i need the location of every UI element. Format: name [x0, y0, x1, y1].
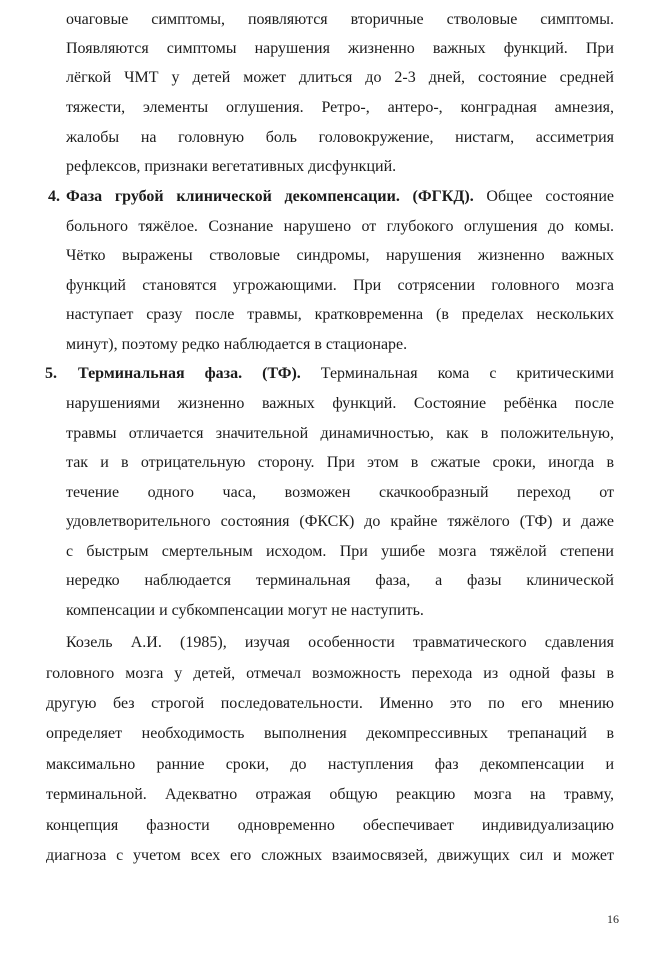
text-line: лёгкой ЧМТ у детей может длиться до 2-3 дней, состояние средней — [66, 69, 614, 86]
text-line: рефлексов, признаки вегетативных дисфункций. — [66, 158, 397, 175]
text-line: очаговые симптомы, появляются вторичные стволовые симптомы. — [66, 11, 614, 28]
text-line: компенсации и субкомпенсации могут не наступить. — [66, 602, 424, 619]
item-first-line-text: Общее состояние — [473, 188, 614, 205]
text-line: диагноза с учетом всех его сложных взаимосвязей, движущих сил и может — [46, 847, 614, 864]
list-number: 4. — [48, 188, 60, 205]
page-number: 16 — [607, 912, 619, 926]
text-line: течение одного часа, возможен скачкообразный переход от — [66, 484, 614, 501]
text-line: Появляются симптомы нарушения жизненно важных функций. При — [66, 40, 614, 57]
text-line: жалобы на головную боль головокружение, нистагм, ассиметрия — [66, 129, 614, 146]
text-line: минут), поэтому редко наблюдается в стационаре. — [66, 336, 408, 353]
text-line: концепция фазности одновременно обеспечивает индивидуализацию — [46, 817, 614, 834]
text-line: с быстрым смертельным исходом. При ушибе мозга тяжёлой степени — [66, 543, 614, 560]
text-line: максимально ранние сроки, до наступления фаз декомпенсации и — [46, 756, 614, 773]
text-line: травмы отличается значительной динамичностью, как в положительную, — [66, 425, 614, 442]
text-line: другую без строгой последовательности. Именно это по его мнению — [46, 695, 614, 712]
text-line: определяет необходимость выполнения декомпрессивных трепанаций в — [46, 725, 614, 742]
item-heading-line — [78, 364, 614, 384]
text-line: удовлетворительного состояния (ФКСК) до крайне тяжёлого (ТФ) и даже — [66, 513, 614, 530]
item-heading: Фаза грубой клинической декомпенсации. (ФГКД). — [66, 188, 474, 205]
text-line: нередко наблюдается терминальная фаза, а фазы клинической — [66, 572, 614, 589]
text-line: так и в отрицательную сторону. При этом в сжатые сроки, иногда в — [66, 454, 614, 471]
item-first-line-text: Терминальная кома с критическими — [300, 365, 614, 382]
text-line: наступает сразу после травмы, кратковременна (в пределах нескольких — [66, 306, 614, 323]
text-line: больного тяжёлое. Сознание нарушено от глубокого оглушения до комы. — [66, 218, 614, 235]
text-line: Чётко выражены стволовые синдромы, нарушения жизненно важных — [66, 247, 614, 264]
text-line: нарушениями жизненно важных функций. Состояние ребёнка после — [66, 395, 614, 412]
list-number: 5. — [45, 365, 57, 382]
text-line: функций становятся угрожающими. При сотрясении головного мозга — [66, 277, 614, 294]
text-line: Козель А.И. (1985), изучая особенности травматического сдавления — [66, 634, 614, 651]
item-heading: Терминальная фаза. (ТФ). — [78, 365, 301, 382]
item-heading-line — [66, 187, 614, 207]
text-line: тяжести, элементы оглушения. Ретро-, антеро-, конградная амнезия, — [66, 99, 614, 116]
text-line: терминальной. Адекватно отражая общую реакцию мозга на травму, — [46, 786, 614, 803]
text-line: головного мозга у детей, отмечал возможность перехода из одной фазы в — [46, 665, 614, 682]
